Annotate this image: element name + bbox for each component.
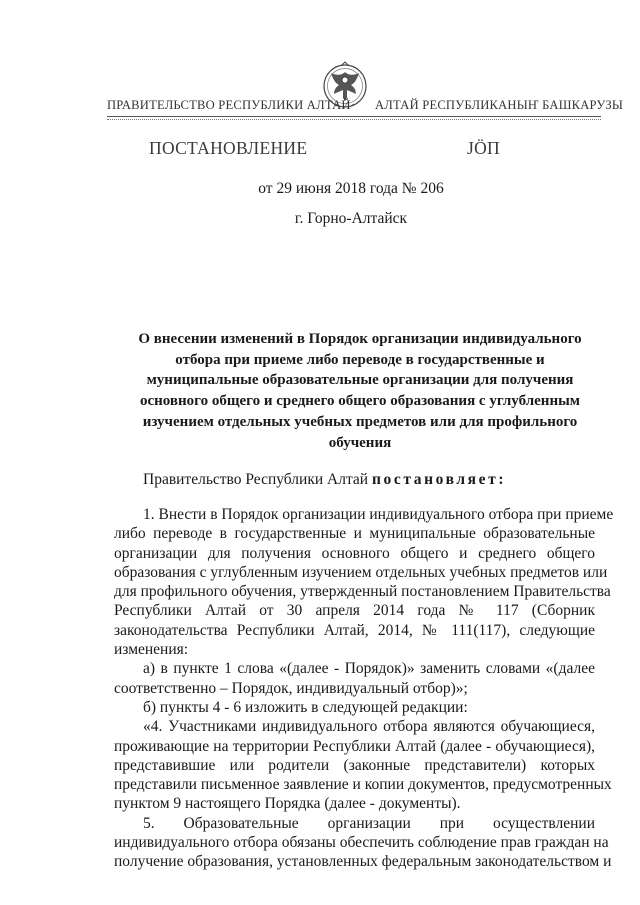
title-line: муниципальные образовательные организации для получения (146, 372, 574, 389)
title-line: обучения (328, 434, 392, 451)
title-line: основного общего и среднего общего образования с углубленным (139, 393, 581, 410)
body-line: 1. Внести в Порядок организации индивидуального отбора при приеме (143, 506, 614, 523)
body-line: Республики Алтай от 30 апреля 2014 года № 117 (Сборник (114, 602, 595, 620)
body-line: индивидуального отбора обязаны обеспечить соблюдение прав граждан на (114, 834, 609, 852)
document-title (125, 329, 595, 453)
body-line: организации для получения основного общего и среднего общего (114, 544, 595, 562)
doc-type-ru: ПОСТАНОВЛЕНИЕ (149, 138, 308, 158)
body-line: пунктом 9 настоящего Порядка (далее - документы). (114, 795, 461, 813)
header-government-alt: АЛТАЙ РЕСПУБЛИКАНЫҤ БАШКАРУЗЫ (375, 98, 624, 112)
body-line: «4. Участниками индивидуального отбора являются обучающиеся, (143, 718, 595, 736)
intro-emphasis: постановляет: (371, 471, 507, 488)
body-line: а) в пункте 1 слова «(далее - Порядок)» заменить словами «(далее (143, 660, 595, 678)
title-line: отбора при приеме либо переводе в государственные и (175, 351, 545, 368)
document-date (0, 180, 640, 198)
document-body (114, 505, 614, 872)
document-date-text: от 29 июня 2018 года № 206 (258, 180, 444, 197)
title-line: изучением отдельных учебных предметов или для профильного (142, 413, 578, 430)
document-city-text: г. Горно-Алтайск (294, 210, 408, 227)
header-divider-secondary (107, 119, 601, 120)
body-line: б) пункты 4 - 6 изложить в следующей редакции: (143, 698, 468, 716)
body-line: представили письменное заявление и копии документов, предусмотренных (114, 776, 612, 794)
header-government-ru: ПРАВИТЕЛЬСТВО РЕСПУБЛИКИ АЛТАЙ (107, 98, 351, 112)
body-line: для профильного обучения, утвержденный постановлением Правительства (114, 583, 611, 601)
title-line: О внесении изменений в Порядок организации индивидуального (138, 331, 582, 347)
body-line: представившие или родители (законные представители) которых (114, 756, 595, 774)
body-line: либо переводе в государственные и муниципальные образовательные (114, 525, 595, 543)
body-line: проживающие на территории Республики Алтай (далее - обучающиеся), (114, 737, 595, 755)
intro-line (143, 471, 506, 489)
body-line: изменения: (114, 641, 189, 659)
intro-text: Правительство Республики Алтай (143, 471, 372, 488)
body-line: 5. Образовательные организации при осуществлении (143, 814, 595, 832)
doc-type-alt: ЈÖП (467, 138, 500, 158)
body-line: соответственно – Порядок, индивидуальный отбор)»; (114, 679, 468, 697)
body-line: образования с углубленным изучением отдельных учебных предметов или (114, 563, 608, 581)
body-line: законодательства Республики Алтай, 2014, № 111(117), следующие (114, 621, 595, 639)
header-divider (107, 116, 601, 117)
document-city (0, 210, 640, 228)
body-line: получение образования, установленных федеральным законодательством и (114, 853, 612, 871)
